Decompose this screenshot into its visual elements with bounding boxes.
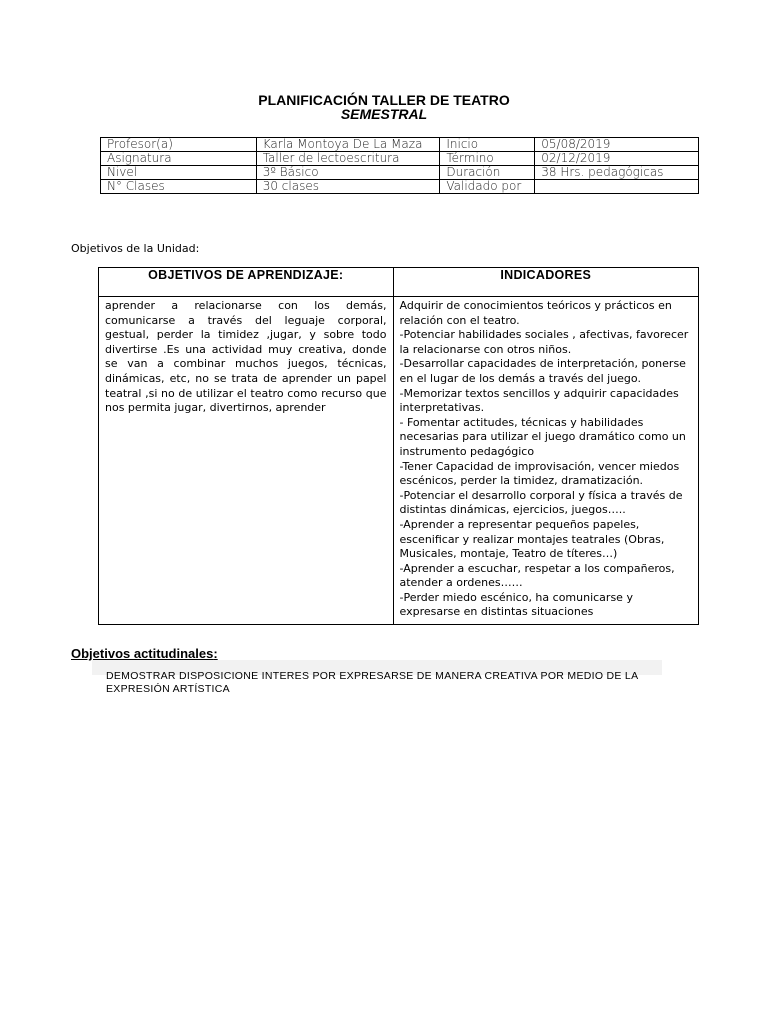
info-cell: Karla Montoya De La Maza <box>256 138 440 152</box>
indicator-item: -Desarrollar capacidades de interpretación, ponerse en el lugar de los demás a través del juego. <box>399 357 686 385</box>
info-cell: Asignatura <box>101 152 257 166</box>
objective-cell <box>99 297 394 625</box>
table-row <box>101 152 699 166</box>
objectives-table <box>98 267 699 625</box>
indicator-item: -Memorizar textos sencillos y adquirir capacidades interpretativas. <box>399 386 679 415</box>
info-cell: Duración <box>440 166 535 180</box>
info-cell: 3º Básico <box>256 166 440 180</box>
table-row <box>99 297 699 625</box>
indicator-item: -Tener Capacidad de improvisación, vencer miedos escénicos, perder la timidez, dramatización. <box>399 459 680 488</box>
indicator-item: -Perder miedo escénico, ha comunicarse y expresarse en distintas situaciones <box>399 590 633 619</box>
unit-objectives-label: Objetivos de la Unidad: <box>71 242 200 255</box>
table-row <box>101 180 699 194</box>
page-title: PLANIFICACIÓN TALLER DE TEATRO <box>258 92 510 108</box>
info-cell: 30 clases <box>256 180 440 194</box>
table-row <box>101 138 699 152</box>
column-header-objectives: OBJETIVOS DE APRENDIZAJE: <box>99 268 394 297</box>
attitudinal-text: DEMOSTRAR DISPOSICIONE INTERES POR EXPRESARSE DE MANERA CREATIVA POR MEDIO DE LA EXPRESIÓN ARTÍSTICA <box>106 670 638 695</box>
indicator-item: - Fomentar actitudes, técnicas y habilidades necesarias para utilizar el juego dramático como un instrumento pedagógico <box>399 415 686 458</box>
info-cell <box>535 180 699 194</box>
info-table <box>100 137 699 194</box>
info-cell: Taller de lectoescritura <box>256 152 440 166</box>
table-header-row <box>99 268 699 297</box>
page-subtitle: SEMESTRAL <box>340 106 428 122</box>
info-cell: N° Clases <box>101 180 257 194</box>
info-cell: Validado por <box>440 180 535 194</box>
indicator-item: -Potenciar el desarrollo corporal y física a través de distintas dinámicas, ejercicios, juegos….. <box>399 488 683 517</box>
info-cell: Nivel <box>101 166 257 180</box>
indicator-item: -Potenciar habilidades sociales , afectivas, favorecer la relacionarse con otros niños. <box>399 328 689 356</box>
info-cell: Inicio <box>440 138 535 152</box>
indicators-cell <box>393 297 699 625</box>
objective-text: aprender a relacionarse con los demás, comunicarse a través del leguaje corporal, gestual, perder la timidez ,jugar, y sobre todo divertirse .Es una actividad muy creativa, donde se van a combinar muchos juegos, técnicas, dinámicas, etc, no se trata de aprender un papel teatral ,si no de utilizar el teatro como recurso que nos permita jugar, divertirnos, aprender <box>105 299 387 415</box>
table-row <box>101 166 699 180</box>
info-cell: 05/08/2019 <box>535 138 699 152</box>
attitudinal-heading-text: Objetivos actitudinales <box>71 646 214 661</box>
indicator-item: -Aprender a representar pequeños papeles, escenificar y realizar montajes teatrales (Obras, Musicales, montaje, Teatro de títeres…) <box>399 517 665 561</box>
indicator-item: Adquirir de conocimientos teóricos y prácticos en relación con el teatro. <box>399 299 672 327</box>
attitudinal-heading-colon: : <box>213 646 218 661</box>
attitudinal-heading <box>71 646 218 661</box>
info-cell: 02/12/2019 <box>535 152 699 166</box>
info-cell: 38 Hrs. pedagógicas <box>535 166 699 180</box>
indicator-item: -Aprender a escuchar, respetar a los compañeros, atender a ordenes…… <box>399 561 675 590</box>
info-cell: Profesor(a) <box>101 138 257 152</box>
info-cell: Término <box>440 152 535 166</box>
column-header-indicators: INDICADORES <box>393 268 699 297</box>
